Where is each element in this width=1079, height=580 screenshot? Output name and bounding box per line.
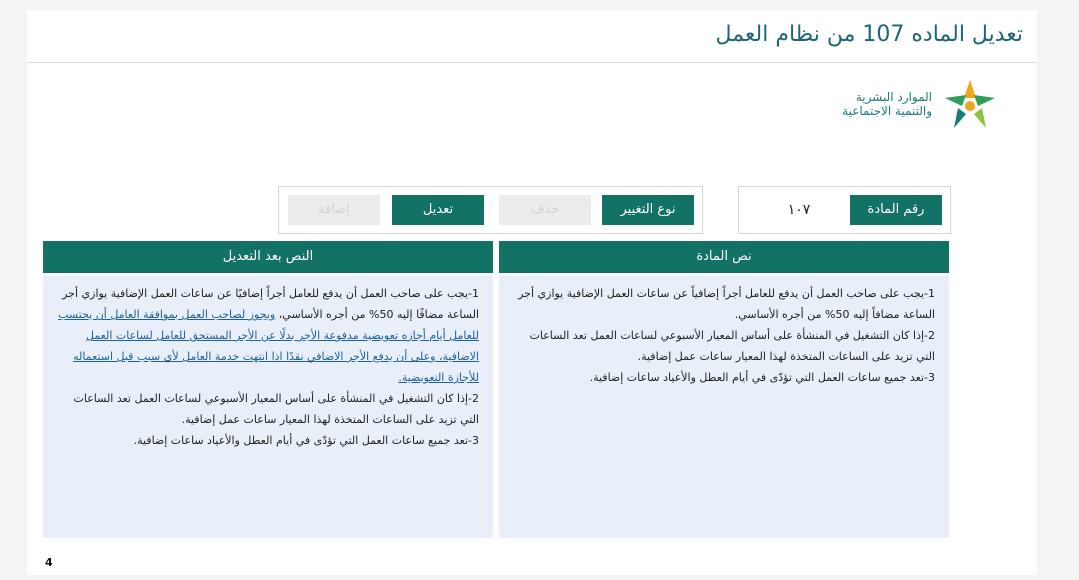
change-type-panel (278, 186, 703, 234)
original-para-2: 2-إذا كان التشغيل في المنشأة على أساس المعيار الأسبوعي لساعات العمل تعد الساعات التي تزيد على الساعات المتخذة لهذا المعيار ساعات عمل إضافية. (529, 329, 935, 363)
article-number-value: ١٠٧ (787, 202, 811, 218)
logo-text (842, 90, 932, 118)
page-number: 4 (45, 556, 53, 569)
modified-para-1-text: 1-يجب على صاحب العمل أن يدفع للعامل أجراً إضافيًا عن ساعات العمل الإضافية يوازي أجر الساعة مضافًا إليه 50% من أجره الأساسي، (62, 287, 479, 321)
original-para-3: 3-تعد جميع ساعات العمل التي تؤدّى في أيام العطل والأعياد ساعات إضافية. (589, 371, 935, 384)
modified-text-header: النص بعد التعديل (43, 241, 493, 273)
delete-button[interactable]: حذف (499, 195, 591, 225)
added-text-highlight: ويجوز لصاحب العمل بموافقة العامل أن يحتسب للعامل أيام أجازه تعويضية مدفوعة الأجر بدلًا عن الأجر المستحق للعامل لساعات العمل الاضافية، وعلى أن يدفع الأجر الاضافي نقدًا اذا انتهت خدمة العامل لأي سبب قبل استعماله للأجازة التعويضية. (58, 308, 479, 384)
title-bar (27, 10, 1037, 63)
modified-para-2: 2-إذا كان التشغيل في المنشأة على أساس المعيار الأسبوعي لساعات العمل تعد الساعات التي تزيد على الساعات المتخذة لهذا المعيار ساعات عمل إضافية. (73, 392, 479, 426)
modified-para-3: 3-تعد جميع ساعات العمل التي تؤدّى في أيام العطل والأعياد ساعات إضافية. (133, 434, 479, 447)
modified-text-body (43, 276, 493, 538)
original-para-1: 1-يجب على صاحب العمل أن يدفع للعامل أجراً إضافياً عن ساعات العمل الإضافية يوازي أجر الساعة مضافاً إليه 50% من أجره الأساسي. (518, 287, 935, 321)
page-title: تعديل الماده 107 من نظام العمل (715, 22, 1023, 47)
modified-para-1 (57, 283, 479, 388)
original-text-header: نص المادة (499, 241, 949, 273)
article-number-panel (738, 186, 951, 234)
change-type-label: نوع التغيير (602, 195, 694, 225)
logo-line-1: الموارد البشرية (855, 90, 932, 104)
logo-line-2: والتنمية الاجتماعية (842, 104, 932, 118)
ministry-logo (832, 78, 1002, 134)
add-button[interactable]: إضافة (288, 195, 380, 225)
original-text-body (499, 276, 949, 538)
article-number-label: رقم المادة (850, 195, 942, 225)
star-logo-icon (938, 78, 1002, 134)
modify-button[interactable]: تعديل (392, 195, 484, 225)
